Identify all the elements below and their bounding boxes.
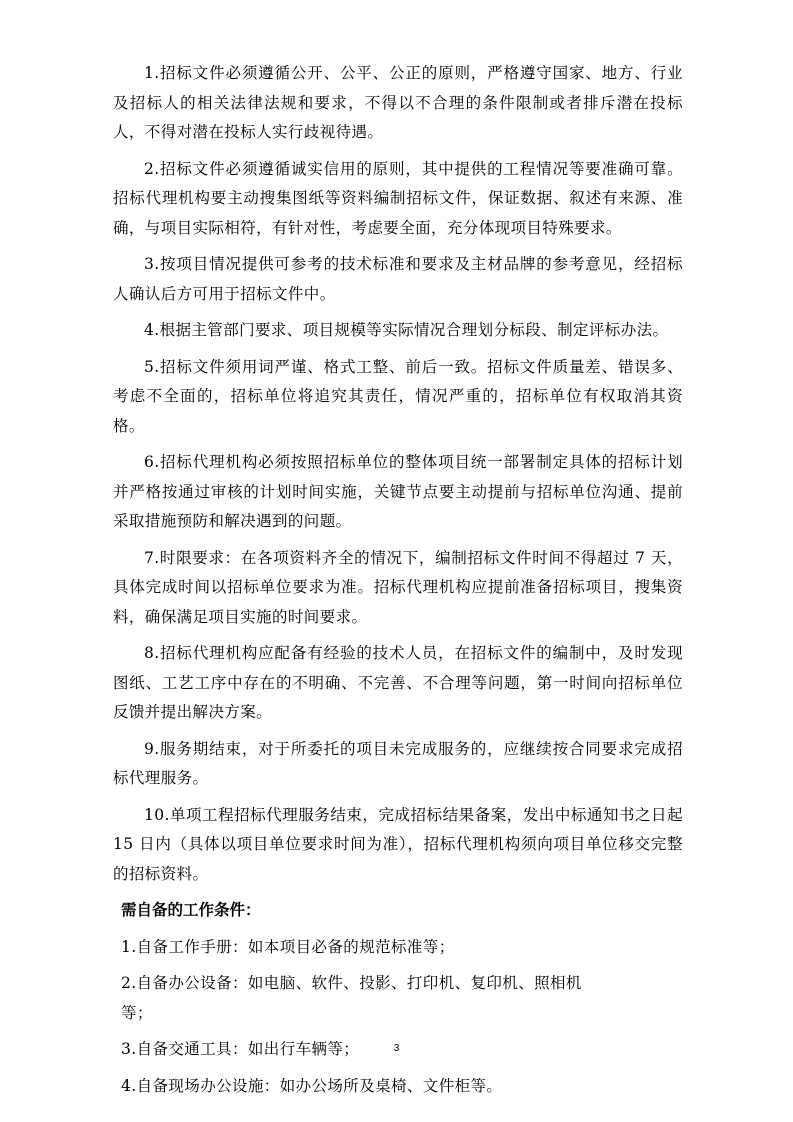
paragraph-3: 3.按项目情况提供可参考的技术标准和要求及主材品牌的参考意见，经招标人确认后方可用于招标文件中。 [113, 255, 683, 303]
paragraph-6: 6.招标代理机构必须按照招标单位的整体项目统一部署制定具体的招标计划并严格按通过审核的计划时间实施，关键节点要主动提前与招标单位沟通、提前采取措施预防和解决遇到的问题。 [113, 453, 683, 530]
page-number: 3 [393, 1043, 400, 1054]
page-content [113, 59, 683, 1108]
condition-item-2: 2.自备办公设备：如电脑、软件、投影、打印机、复印机、照相机 [121, 974, 582, 992]
paragraph-10: 10.单项工程招标代理服务结束，完成招标结果备案，发出中标通知书之日起 15 日内（具体以项目单位要求时间为准），招标代理机构须向项目单位移交完整的招标资料。 [113, 805, 683, 883]
condition-item-3: 3.自备交通工具：如出行车辆等； [121, 1040, 360, 1058]
paragraph-8: 8.招标代理机构应配备有经验的技术人员，在招标文件的编制中，及时发现图纸、工艺工序中存在的不明确、不完善、不合理等问题，第一时间向招标单位反馈并提出解决方案。 [113, 644, 683, 721]
condition-item-4: 4.自备现场办公设施：如办公场所及桌椅、文件柜等。 [121, 1076, 503, 1095]
paragraph-9: 9.服务期结束，对于所委托的项目未完成服务的，应继续按合同要求完成招标代理服务。 [113, 739, 683, 787]
paragraph-7: 7.时限要求：在各项资料齐全的情况下，编制招标文件时间不得超过 7 天，具体完成时间以招标单位要求为准。招标代理机构应提前准备招标项目，搜集资料，确保满足项目实施的时间要求。 [113, 548, 683, 626]
paragraph-5: 5.招标文件须用词严谨、格式工整、前后一致。招标文件质量差、错误多、考虑不全面的，招标单位将追究其责任，情况严重的，招标单位有权取消其资格。 [113, 357, 683, 435]
conditions-heading: 需自备的工作条件： [121, 901, 261, 919]
paragraph-1: 1.招标文件必须遵循公开、公平、公正的原则，严格遵守国家、地方、行业及招标人的相关法律法规和要求，不得以不合理的条件限制或者排斥潜在投标人，不得对潜在投标人实行歧视待遇。 [113, 64, 683, 141]
paragraph-2: 2.招标文件必须遵循诚实信用的原则，其中提供的工程情况等要准确可靠。招标代理机构要主动搜集图纸等资料编制招标文件，保证数据、叙述有来源、准确，与项目实际相符，有针对性，考虑要全面，充分体现项目特殊要求。 [113, 159, 683, 237]
condition-item-2-continuation: 等； [121, 1003, 153, 1022]
paragraph-4: 4.根据主管部门要求、项目规模等实际情况合理划分标段、制定评标办法。 [144, 321, 669, 339]
condition-item-1: 1.自备工作手册：如本项目必备的规范标准等； [121, 937, 455, 956]
